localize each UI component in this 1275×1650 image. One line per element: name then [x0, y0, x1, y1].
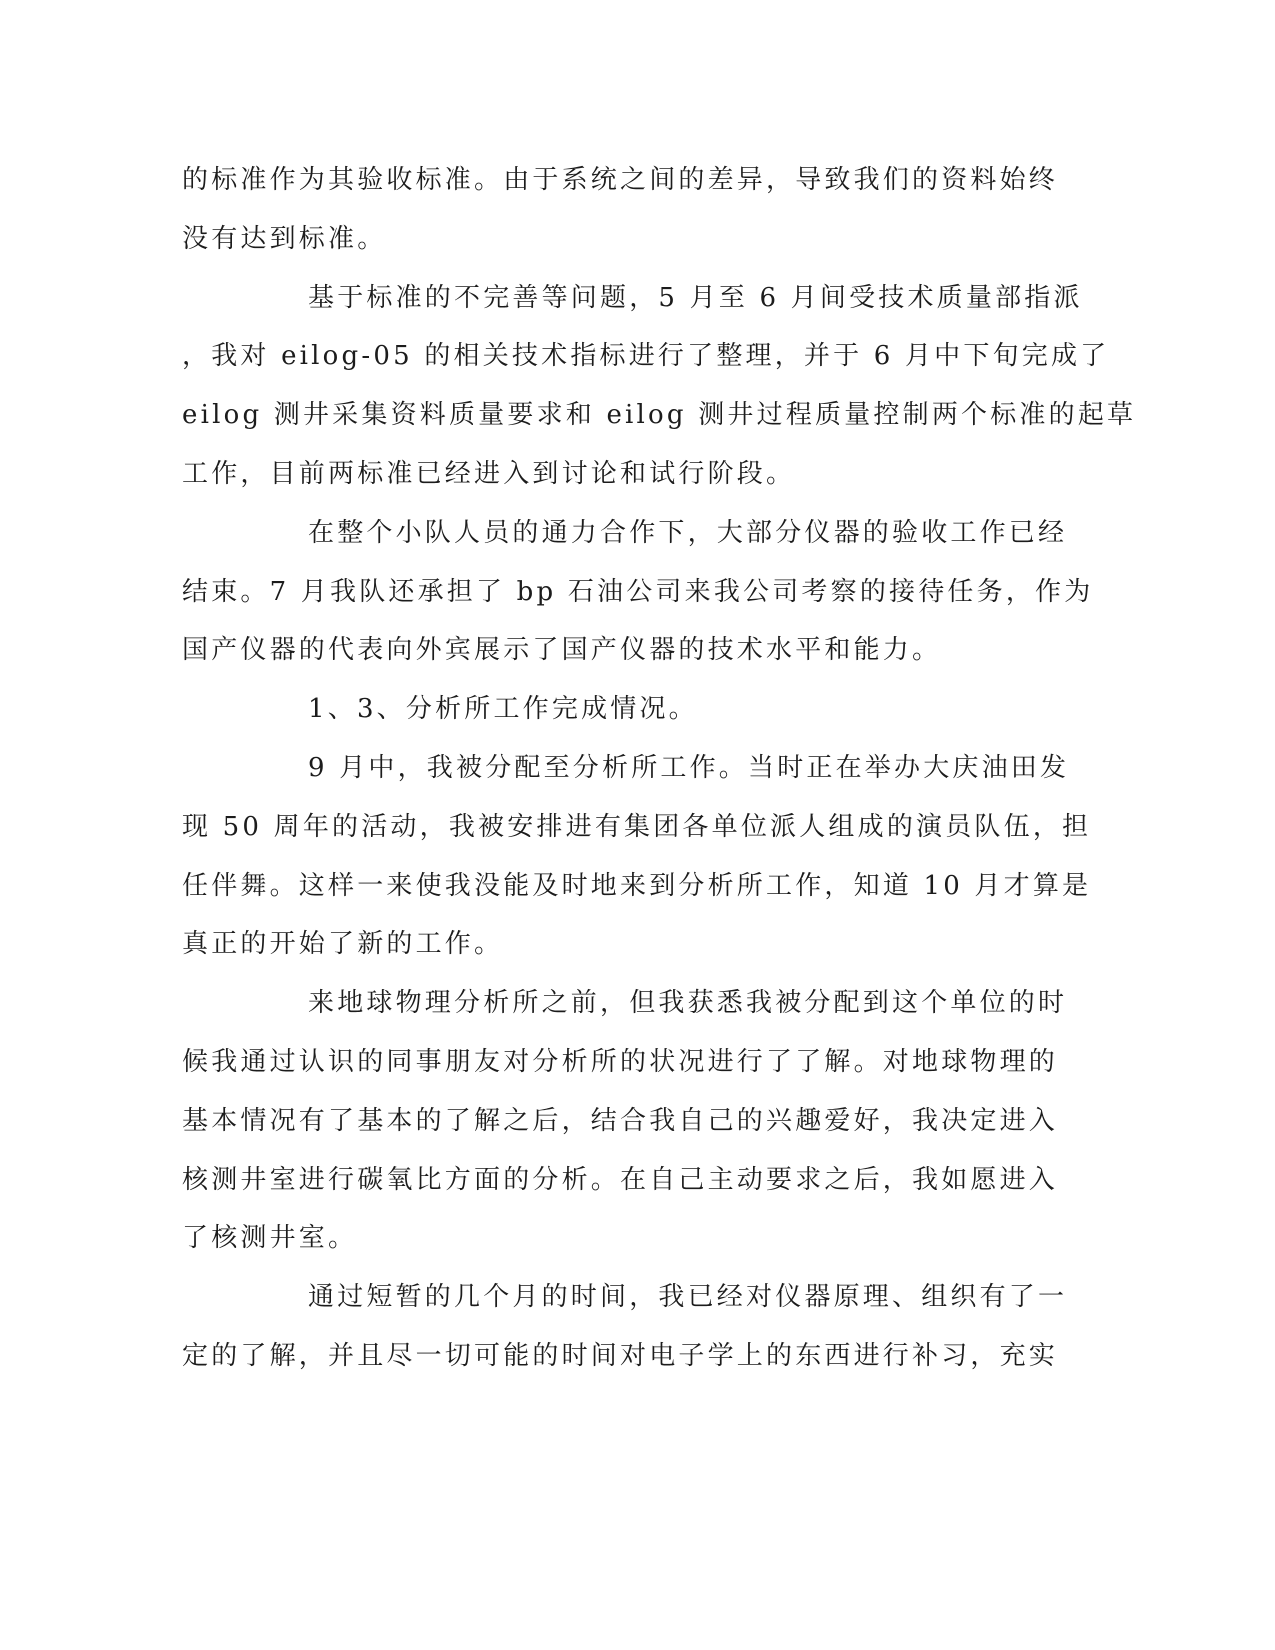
- text-line: ，我对 eilog-05 的相关技术指标进行了整理，并于 6 月中下旬完成了: [182, 341, 1110, 372]
- text-line: 核测井室进行碳氧比方面的分析。在自己主动要求之后，我如愿进入: [182, 1164, 1059, 1195]
- text-line: 1、3、分析所工作完成情况。: [308, 694, 698, 725]
- text-line: 9 月中，我被分配至分析所工作。当时正在举办大庆油田发: [308, 752, 1070, 783]
- text-line: 基本情况有了基本的了解之后，结合我自己的兴趣爱好，我决定进入: [182, 1105, 1059, 1136]
- section-heading: [182, 680, 1032, 739]
- paragraph-7: [182, 1268, 1068, 1386]
- paragraph-5: [182, 739, 1092, 974]
- paragraph-3: [182, 504, 1094, 680]
- text-line: 基于标准的不完善等问题，5 月至 6 月间受技术质量部指派: [308, 282, 1083, 313]
- text-line: 工作，目前两标准已经进入到讨论和试行阶段。: [182, 458, 796, 489]
- text-line: 了核测井室。: [182, 1223, 358, 1254]
- paragraph-1: [182, 151, 1059, 269]
- paragraph-2: [182, 269, 1137, 504]
- text-line: 通过短暂的几个月的时间，我已经对仪器原理、组织有了一: [308, 1282, 1068, 1313]
- text-line: 定的了解，并且尽一切可能的时间对电子学上的东西进行补习，充实: [182, 1340, 1059, 1371]
- text-line: 真正的开始了新的工作。: [182, 929, 504, 960]
- text-line: 候我通过认识的同事朋友对分析所的状况进行了了解。对地球物理的: [182, 1046, 1059, 1077]
- text-line: 结束。7 月我队还承担了 bp 石油公司来我公司考察的接待任务，作为: [182, 576, 1094, 607]
- text-line: 现 50 周年的活动，我被安排进有集团各单位派人组成的演员队伍，担: [182, 811, 1092, 842]
- text-line: 国产仪器的代表向外宾展示了国产仪器的技术水平和能力。: [182, 635, 942, 666]
- document-body: [182, 151, 1137, 1386]
- paragraph-6: [182, 974, 1068, 1268]
- text-line: eilog 测井采集资料质量要求和 eilog 测井过程质量控制两个标准的起草: [182, 400, 1137, 431]
- text-line: 来地球物理分析所之前，但我获悉我被分配到这个单位的时: [308, 988, 1068, 1019]
- text-line: 在整个小队人员的通力合作下，大部分仪器的验收工作已经: [308, 517, 1068, 548]
- text-line: 没有达到标准。: [182, 223, 387, 254]
- text-line: 的标准作为其验收标准。由于系统之间的差异，导致我们的资料始终: [182, 165, 1059, 195]
- text-line: 任伴舞。这样一来使我没能及时地来到分析所工作，知道 10 月才算是: [182, 870, 1092, 901]
